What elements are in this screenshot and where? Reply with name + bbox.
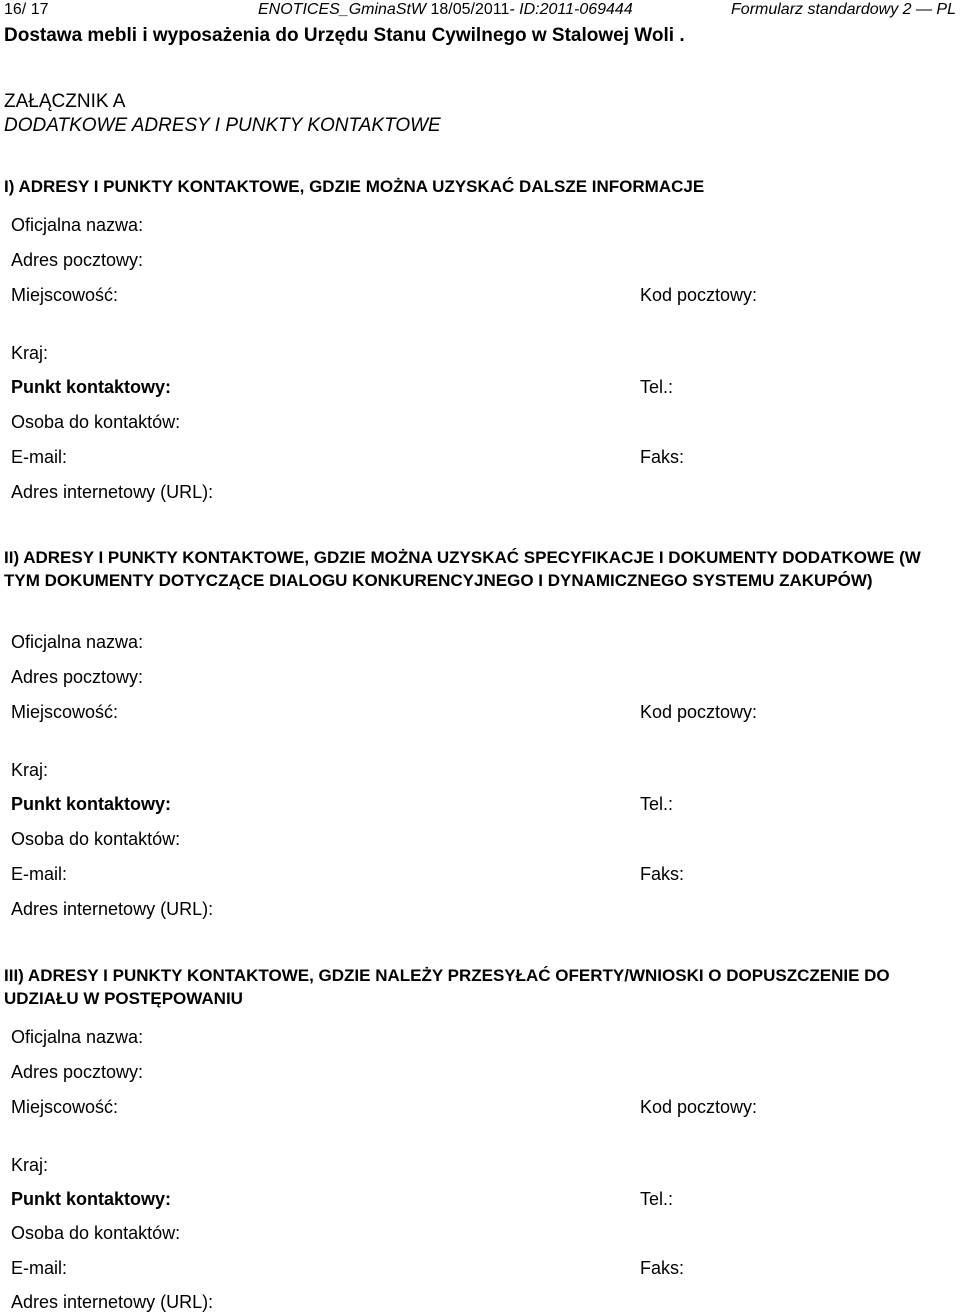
official-name-label: Oficjalna nazwa:: [11, 1027, 144, 1047]
contact-person-label: Osoba do kontaktów:: [11, 829, 181, 849]
postal-code-label: Kod pocztowy:: [640, 702, 758, 722]
form-label: Formularz standardowy 2 — PL: [731, 1, 956, 18]
url-label: Adres internetowy (URL):: [11, 899, 214, 919]
postal-address-label: Adres pocztowy:: [11, 667, 144, 687]
city-label: Miejscowość:: [11, 1097, 119, 1117]
url-label: Adres internetowy (URL):: [11, 1292, 214, 1312]
annex-title: ZAŁĄCZNIK A: [4, 91, 126, 112]
contact-person-label: Osoba do kontaktów:: [11, 412, 181, 432]
annex-heading: [4, 90, 441, 138]
city-label: Miejscowość:: [11, 285, 119, 305]
phone-label: Tel.:: [640, 1189, 674, 1209]
official-name-label: Oficjalna nazwa:: [11, 632, 144, 652]
country-label: Kraj:: [11, 1155, 49, 1175]
notice-id: ENOTICES_GminaStW 18/05/2011- ID:2011-069444: [258, 1, 633, 18]
page-header: [4, 0, 956, 24]
postal-code-label: Kod pocztowy:: [640, 1097, 758, 1117]
email-label: E-mail:: [11, 864, 68, 884]
city-label: Miejscowość:: [11, 702, 119, 722]
document-title: Dostawa mebli i wyposażenia do Urzędu Stanu Cywilnego w Stalowej Woli .: [4, 25, 685, 46]
email-label: E-mail:: [11, 447, 68, 467]
section-title-3: III) ADRESY I PUNKTY KONTAKTOWE, GDZIE NALEŻY PRZESYŁAĆ OFERTY/WNIOSKI O DOPUSZCZENIE DO UDZIAŁU W POSTĘPOWANIU: [4, 966, 890, 1008]
country-label: Kraj:: [11, 343, 49, 363]
contact-point-label: Punkt kontaktowy:: [11, 377, 172, 397]
url-label: Adres internetowy (URL):: [11, 482, 214, 502]
postal-address-label: Adres pocztowy:: [11, 250, 144, 270]
fax-label: Faks:: [640, 864, 685, 884]
contact-point-label: Punkt kontaktowy:: [11, 1189, 172, 1209]
section-title-1: I) ADRESY I PUNKTY KONTAKTOWE, GDZIE MOŻNA UZYSKAĆ DALSZE INFORMACJE: [4, 177, 705, 196]
official-name-label: Oficjalna nazwa:: [11, 215, 144, 235]
fax-label: Faks:: [640, 1258, 685, 1278]
country-label: Kraj:: [11, 760, 49, 780]
contact-point-label: Punkt kontaktowy:: [11, 794, 172, 814]
postal-address-label: Adres pocztowy:: [11, 1062, 144, 1082]
phone-label: Tel.:: [640, 794, 674, 814]
page-number: 16/ 17: [4, 1, 49, 18]
fax-label: Faks:: [640, 447, 685, 467]
postal-code-label: Kod pocztowy:: [640, 285, 758, 305]
phone-label: Tel.:: [640, 377, 674, 397]
email-label: E-mail:: [11, 1258, 68, 1278]
annex-subtitle: DODATKOWE ADRESY I PUNKTY KONTAKTOWE: [4, 115, 441, 136]
section-title-2: II) ADRESY I PUNKTY KONTAKTOWE, GDZIE MOŻNA UZYSKAĆ SPECYFIKACJE I DOKUMENTY DODATKOWE (W TYM DOKUMENTY DOTYCZĄCE DIALOGU KONKURENCYJNEGO I DYNAMICZNEGO SYSTEMU ZAKUPÓW): [4, 548, 921, 590]
contact-person-label: Osoba do kontaktów:: [11, 1223, 181, 1243]
